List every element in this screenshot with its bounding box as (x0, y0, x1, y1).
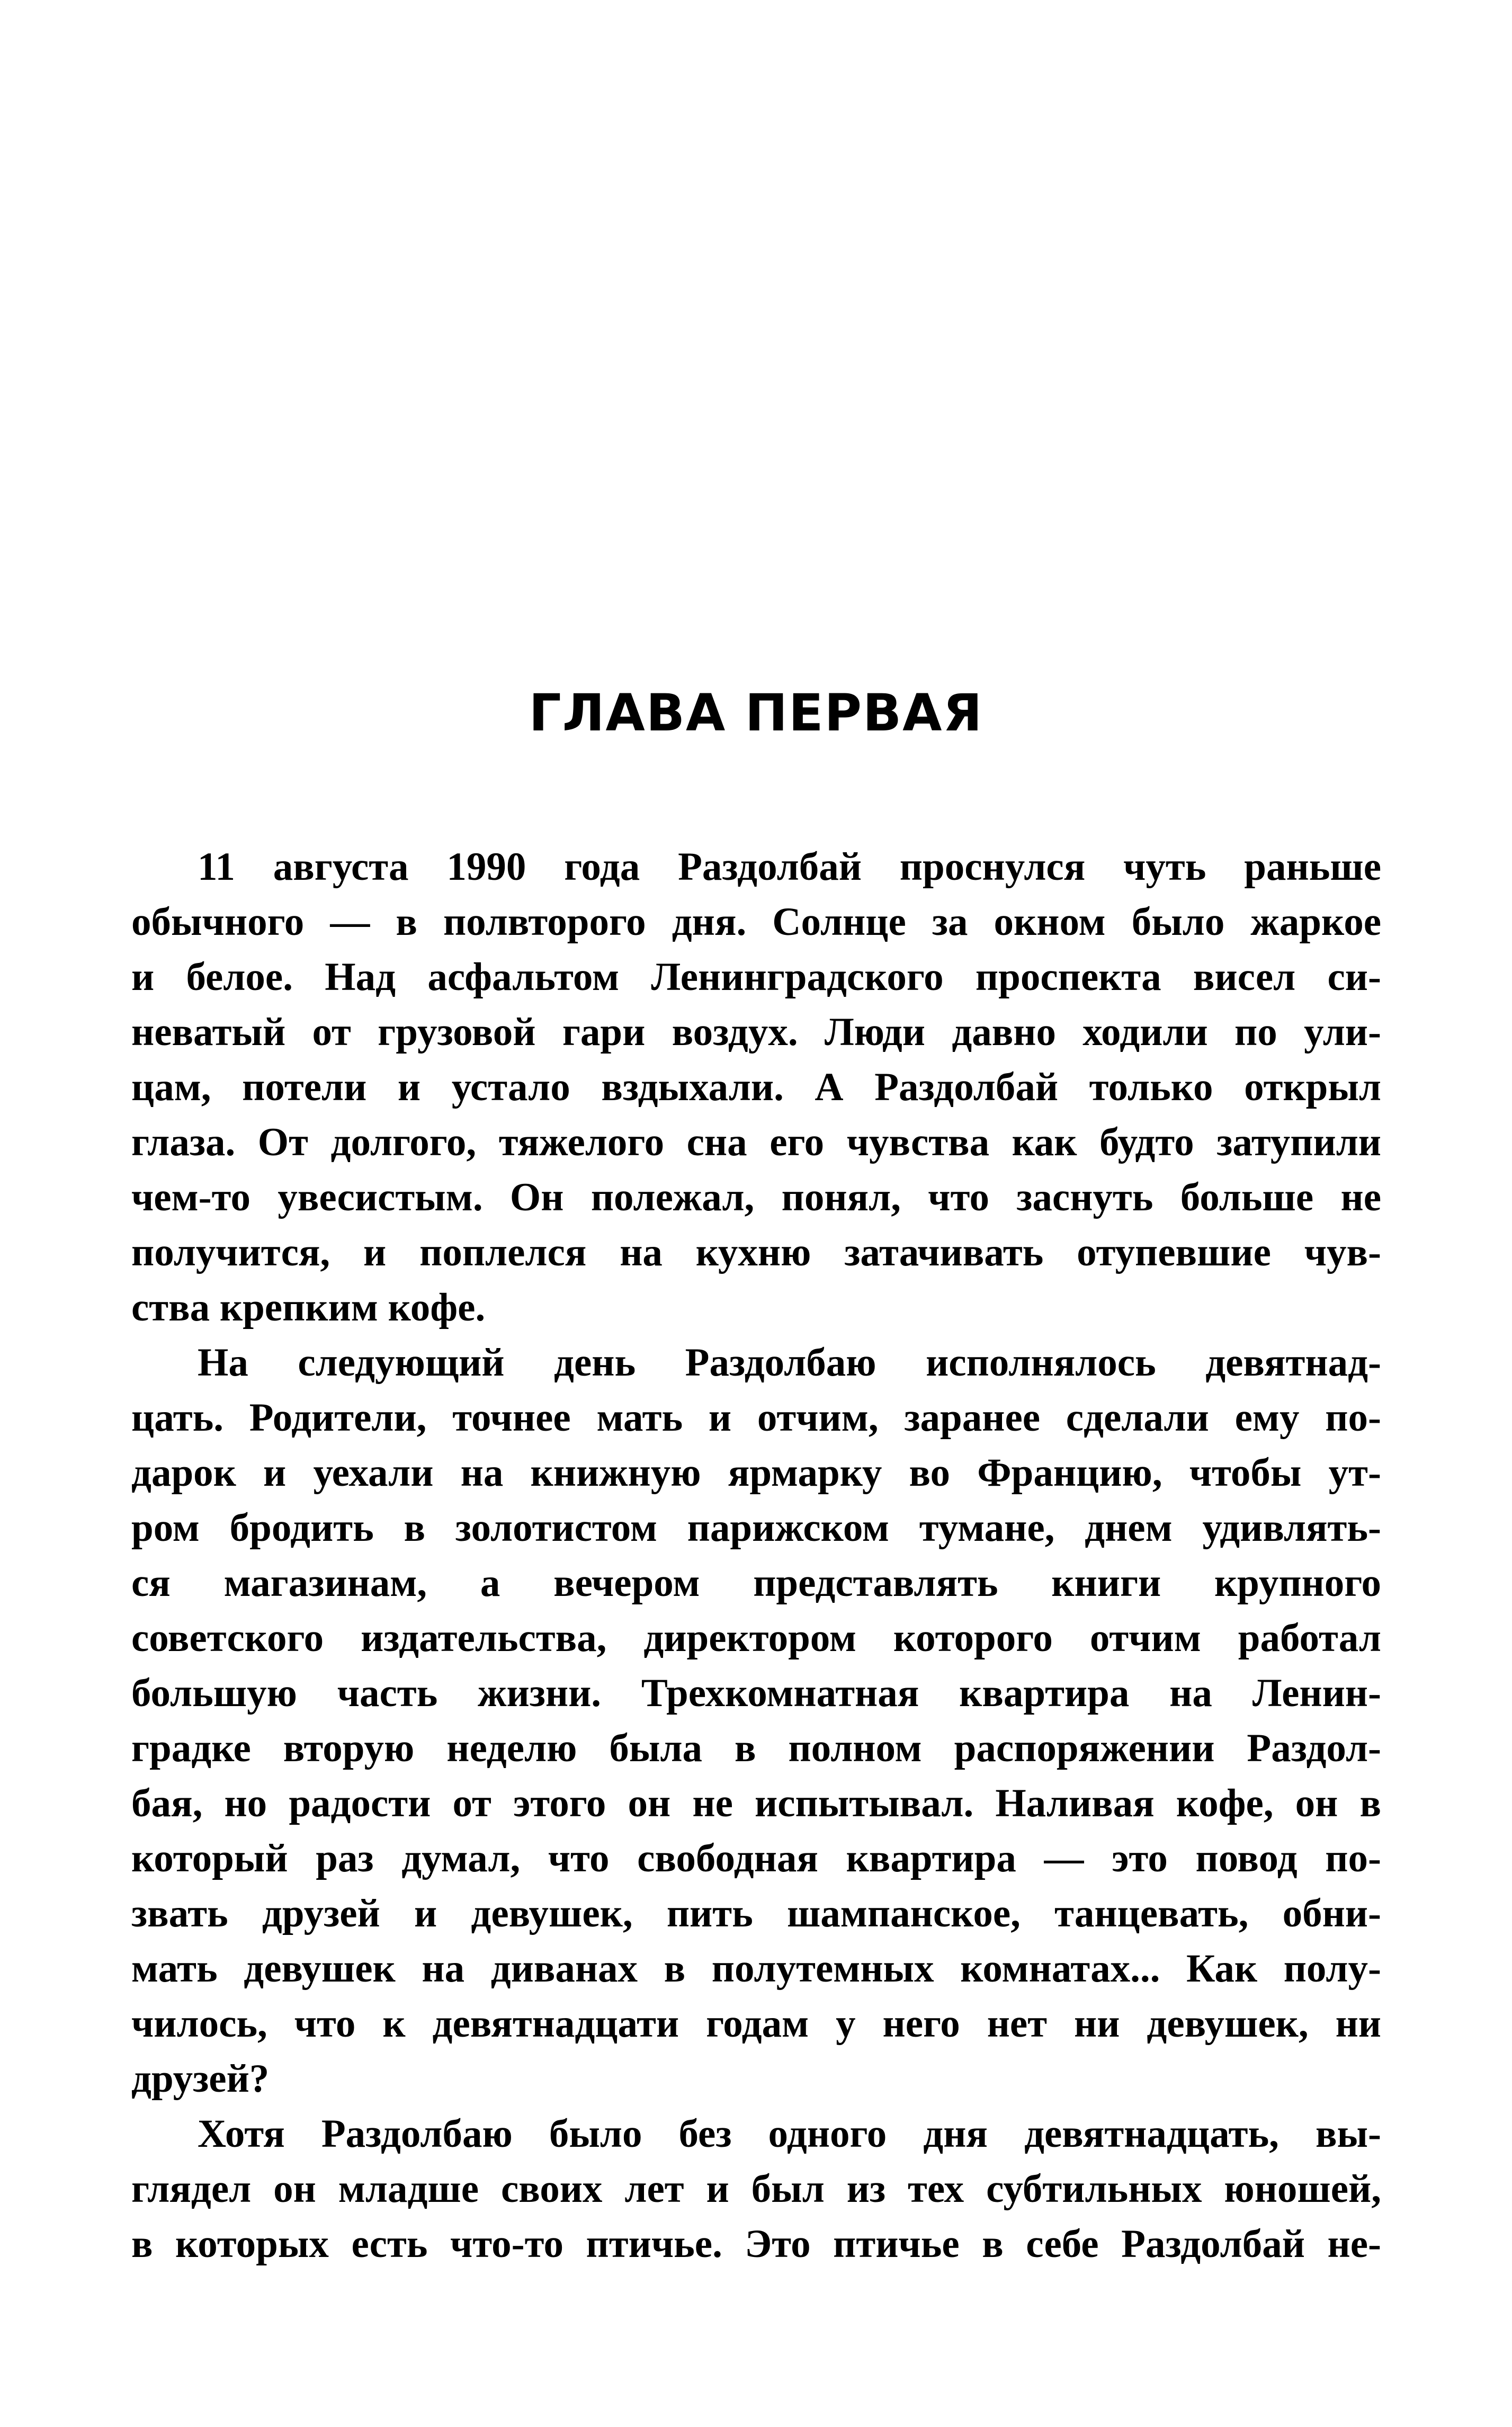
text-line: дарок и уехали на книжную ярмарку во Францию, чтобы ут- (131, 1451, 1381, 1495)
text-line: цам, потели и устало вздыхали. А Раздолбай только открыл (131, 1065, 1381, 1109)
text-line: советского издательства, директором которого отчим работал (131, 1616, 1381, 1660)
text-line: неватый от грузовой гари воздух. Люди давно ходили по ули- (131, 1010, 1381, 1054)
chapter-body (131, 840, 1381, 2272)
text-line: Хотя Раздолбаю было без одного дня девятнадцать, вы- (198, 2112, 1381, 2156)
text-line: глаза. От долгого, тяжелого сна его чувства как будто затупили (131, 1120, 1381, 1164)
text-line: в которых есть что-то птичье. Это птичье в себе Раздолбай не- (131, 2222, 1381, 2266)
text-line: ся магазинам, а вечером представлять книги крупного (131, 1561, 1381, 1605)
text-line: обычного — в полвторого дня. Солнце за окном было жаркое (131, 900, 1381, 944)
text-line: который раз думал, что свободная квартира — это повод по- (131, 1836, 1381, 1880)
text-line: большую часть жизни. Трехкомнатная квартира на Ленин- (131, 1671, 1381, 1715)
text-line: получится, и поплелся на кухню затачивать отупевшие чув- (131, 1230, 1381, 1274)
text-line: звать друзей и девушек, пить шампанское, танцевать, обни- (131, 1891, 1381, 1935)
text-line: и белое. Над асфальтом Ленинградского проспекта висел си- (131, 955, 1381, 999)
text-line: ром бродить в золотистом парижском тумане, днем удивлять- (131, 1506, 1381, 1550)
text-line: градке вторую неделю была в полном распоряжении Раздол- (131, 1726, 1381, 1770)
text-line: чем-то увесистым. Он полежал, понял, что заснуть больше не (131, 1175, 1381, 1219)
text-line: 11 августа 1990 года Раздолбай проснулся чуть раньше (198, 845, 1381, 889)
text-line: друзей? (131, 2057, 270, 2101)
text-line: цать. Родители, точнее мать и отчим, заранее сделали ему по- (131, 1396, 1381, 1440)
text-line: бая, но радости от этого он не испытывал. Наливая кофе, он в (131, 1781, 1381, 1825)
text-line: ства крепким кофе. (131, 1286, 486, 1330)
chapter-title: ГЛАВА ПЕРВАЯ (529, 683, 983, 743)
text-line: глядел он младше своих лет и был из тех субтильных юношей, (131, 2167, 1381, 2211)
text-line: мать девушек на диванах в полутемных комнатах... Как полу- (131, 1947, 1381, 1991)
text-line: На следующий день Раздолбаю исполнялось девятнад- (198, 1341, 1381, 1385)
text-line: чилось, что к девятнадцати годам у него нет ни девушек, ни (131, 2002, 1381, 2046)
